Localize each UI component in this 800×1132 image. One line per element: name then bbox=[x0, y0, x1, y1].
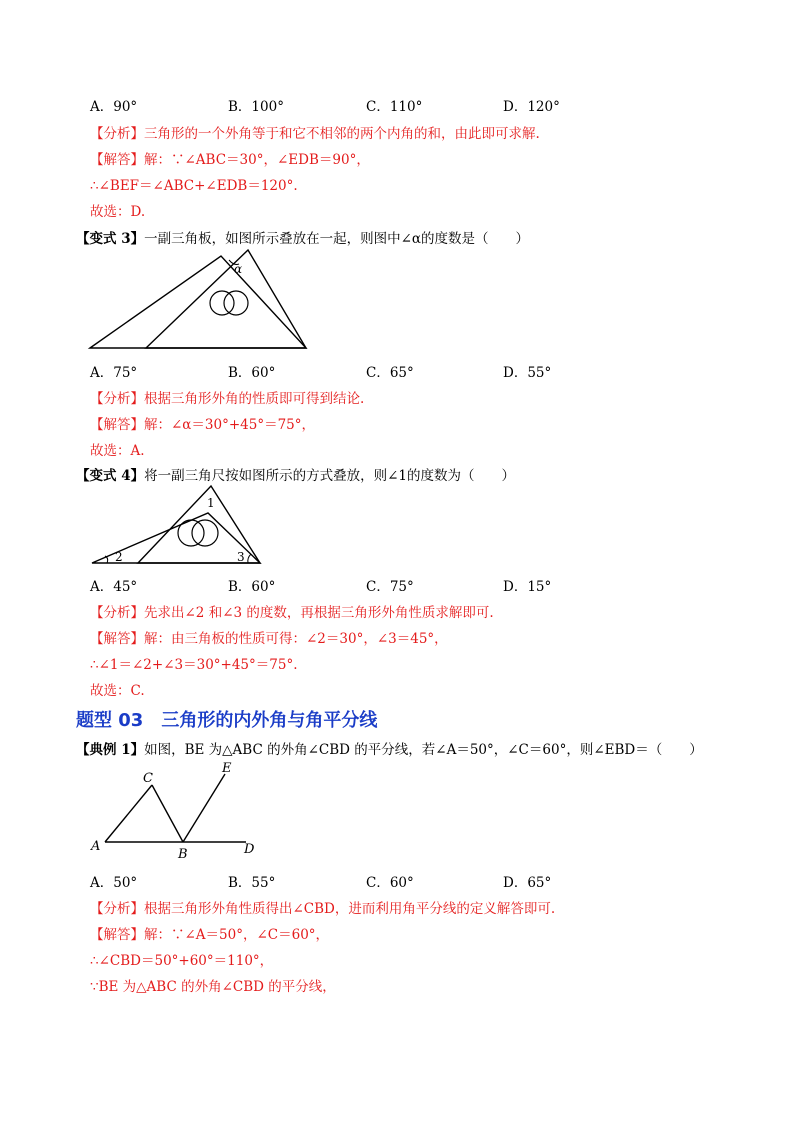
angle-1-label: 1 bbox=[207, 496, 215, 510]
option-c: C．60° bbox=[366, 875, 414, 891]
answer-line: ∵BE 为△ABC 的外角∠CBD 的平分线， bbox=[90, 979, 336, 995]
option-d: D．55° bbox=[503, 365, 552, 381]
angle-alpha-label: α bbox=[234, 262, 243, 276]
point-b-label: B bbox=[178, 847, 188, 860]
answer-line: 【解答】解：∠α＝30°+45°＝75°， bbox=[90, 417, 316, 433]
analysis-text: 【分析】根据三角形外角性质得出∠CBD，进而利用角平分线的定义解答即可. bbox=[90, 901, 556, 917]
option-c: C．65° bbox=[366, 365, 414, 381]
point-d-label: D bbox=[244, 842, 255, 857]
question-stem: 【变式 3】一副三角板，如图所示叠放在一起，则图中∠α的度数是（ ） bbox=[76, 231, 530, 247]
analysis-text: 【分析】根据三角形外角的性质即可得到结论. bbox=[90, 391, 365, 407]
set-squares-figure bbox=[88, 480, 268, 568]
option-a: A．90° bbox=[90, 99, 138, 115]
point-e-label: E bbox=[222, 761, 232, 776]
question-stem: 【变式 4】将一副三角尺按如图所示的方式叠放，则∠1的度数为（ ） bbox=[76, 468, 515, 484]
option-a: A．50° bbox=[90, 875, 138, 891]
option-d: D．65° bbox=[503, 875, 552, 891]
answer-line: 【解答】解：由三角板的性质可得：∠2＝30°，∠3＝45°， bbox=[90, 631, 448, 647]
answer-line: 故选：C. bbox=[90, 683, 145, 699]
option-b: B．55° bbox=[228, 875, 276, 891]
option-a: A．75° bbox=[90, 365, 138, 381]
angle-3-label: 3 bbox=[237, 550, 245, 564]
option-b: B．60° bbox=[228, 365, 276, 381]
answer-line: 故选：D. bbox=[90, 204, 146, 220]
option-b: B．60° bbox=[228, 579, 276, 595]
option-d: D．15° bbox=[503, 579, 552, 595]
answer-line: ∴∠1＝∠2+∠3＝30°+45°＝75°. bbox=[90, 657, 298, 673]
point-a-label: A bbox=[91, 839, 101, 854]
set-squares-figure bbox=[86, 246, 318, 354]
analysis-text: 【分析】三角形的一个外角等于和它不相邻的两个内角的和，由此即可求解. bbox=[90, 126, 540, 142]
angle-2-label: 2 bbox=[115, 550, 123, 564]
point-c-label: C bbox=[143, 771, 153, 786]
option-d: D．120° bbox=[503, 99, 560, 115]
option-c: C．110° bbox=[366, 99, 423, 115]
section-heading: 题型 03 三角形的内外角与角平分线 bbox=[76, 710, 378, 731]
answer-line: ∴∠BEF＝∠ABC+∠EDB＝120°. bbox=[90, 178, 298, 194]
option-b: B．100° bbox=[228, 99, 284, 115]
answer-line: 【解答】解：∵∠A＝50°，∠C＝60°， bbox=[90, 927, 330, 943]
option-c: C．75° bbox=[366, 579, 414, 595]
option-a: A．45° bbox=[90, 579, 138, 595]
question-stem: 【典例 1】如图，BE 为△ABC 的外角∠CBD 的平分线，若∠A＝50°，∠C＝60°，则∠EBD＝（ ） bbox=[76, 742, 703, 758]
analysis-text: 【分析】先求出∠2 和∠3 的度数，再根据三角形外角性质求解即可. bbox=[90, 605, 494, 621]
answer-line: 【解答】解：∵∠ABC＝30°，∠EDB＝90°， bbox=[90, 152, 370, 168]
answer-line: ∴∠CBD＝50°+60°＝110°， bbox=[90, 953, 274, 969]
triangle-bisector-figure bbox=[88, 760, 268, 860]
answer-line: 故选：A. bbox=[90, 443, 145, 459]
